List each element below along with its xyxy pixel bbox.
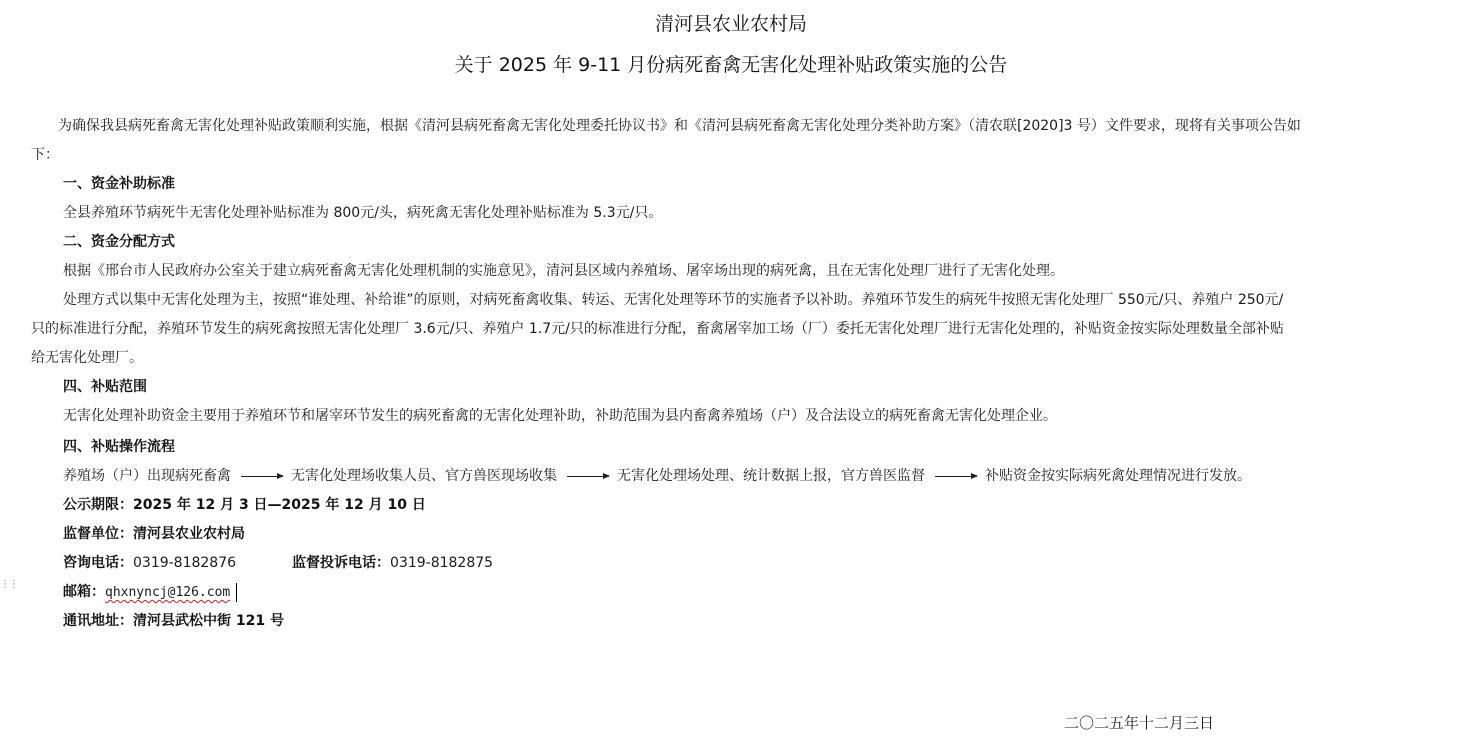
section-2-paragraph-2-line-1: 处理方式以集中无害化处理为主，按照“谁处理、补给谁”的原则，对病死畜禽收集、转运、无害化处理等环节的实施者予以补助。养殖环节发生的病死牛按照无害化处理厂 550元/只、养殖户 250元/ [63,292,1284,308]
section-3-body: 无害化处理补助资金主要用于养殖环节和屠宰环节发生的病死畜禽的无害化处理补助，补助范围为县内畜禽养殖场（户）及合法设立的病死畜禽无害化处理企业。 [63,408,1057,424]
section-4-heading: 四、补贴操作流程 [63,439,175,455]
issue-date: 二〇二五年十二月三日 [1064,714,1215,732]
complaint-phone: 0319-8182875 [390,555,494,571]
arrow-right-icon [567,476,609,477]
text-cursor [236,583,237,602]
consult-phone-label: 咨询电话： [63,555,133,571]
flow-step-1: 养殖场（户）出现病死畜禽 [63,468,231,484]
contact-phones [63,552,493,574]
email-line[interactable] [63,581,230,604]
drag-handle-icon[interactable]: ⋮⋮ [0,579,18,590]
section-2-paragraph-2-line-2: 只的标准进行分配，养殖环节发生的病死禽按照无害化处理厂 3.6元/只、养殖户 1.7元/只的标准进行分配，畜禽屠宰加工场（厂）委托无害化处理厂进行无害化处理的，补贴资金按实际处理数量全部补贴 [31,321,1284,337]
arrow-right-icon [241,476,283,477]
email-address[interactable]: qhxnyncj@126.com [105,585,231,600]
issuing-organization: 清河县农业农村局 [654,13,807,35]
section-2-heading: 二、资金分配方式 [63,234,175,250]
section-2-paragraph-1: 根据《邢台市人民政府办公室关于建立病死畜禽无害化处理机制的实施意见》，清河县区域内养殖场、屠宰场出现的病死禽，且在无害化处理厂进行了无害化处理。 [63,263,1064,279]
supervising-unit: 监督单位：清河县农业农村局 [63,526,245,542]
consult-phone: 0319-8182876 [133,555,237,571]
process-flow [63,465,1251,487]
intro-line-2: 下： [31,147,59,163]
intro-line-1: 为确保我县病死畜禽无害化处理补贴政策顺利实施，根据《清河县病死畜禽无害化处理委托协议书》和《清河县病死畜禽无害化处理分类补助方案》（清农联[2020]3 号）文件要求，现将有关事项公告如 [58,118,1301,134]
section-2-paragraph-2-line-3: 给无害化处理厂。 [31,350,143,366]
section-3-heading: 四、补贴范围 [63,379,147,395]
mailing-address: 通讯地址：清河县武松中街 121 号 [63,613,284,629]
section-1-heading: 一、资金补助标准 [63,176,175,192]
flow-step-4: 补贴资金按实际病死禽处理情况进行发放。 [985,468,1251,484]
arrow-right-icon [935,476,977,477]
section-1-body: 全县养殖环节病死牛无害化处理补贴标准为 800元/头，病死禽无害化处理补贴标准为 5.3元/只。 [63,205,663,221]
flow-step-2: 无害化处理场收集人员、官方兽医现场收集 [291,468,557,484]
publicity-period: 公示期限：2025 年 12 月 3 日—2025 年 12 月 10 日 [63,497,426,513]
announcement-title: 关于 2025 年 9-11 月份病死畜禽无害化处理补贴政策实施的公告 [454,54,1008,76]
email-label: 邮箱： [63,584,105,600]
complaint-phone-label: 监督投诉电话： [292,555,391,571]
flow-step-3: 无害化处理场处理、统计数据上报，官方兽医监督 [617,468,925,484]
